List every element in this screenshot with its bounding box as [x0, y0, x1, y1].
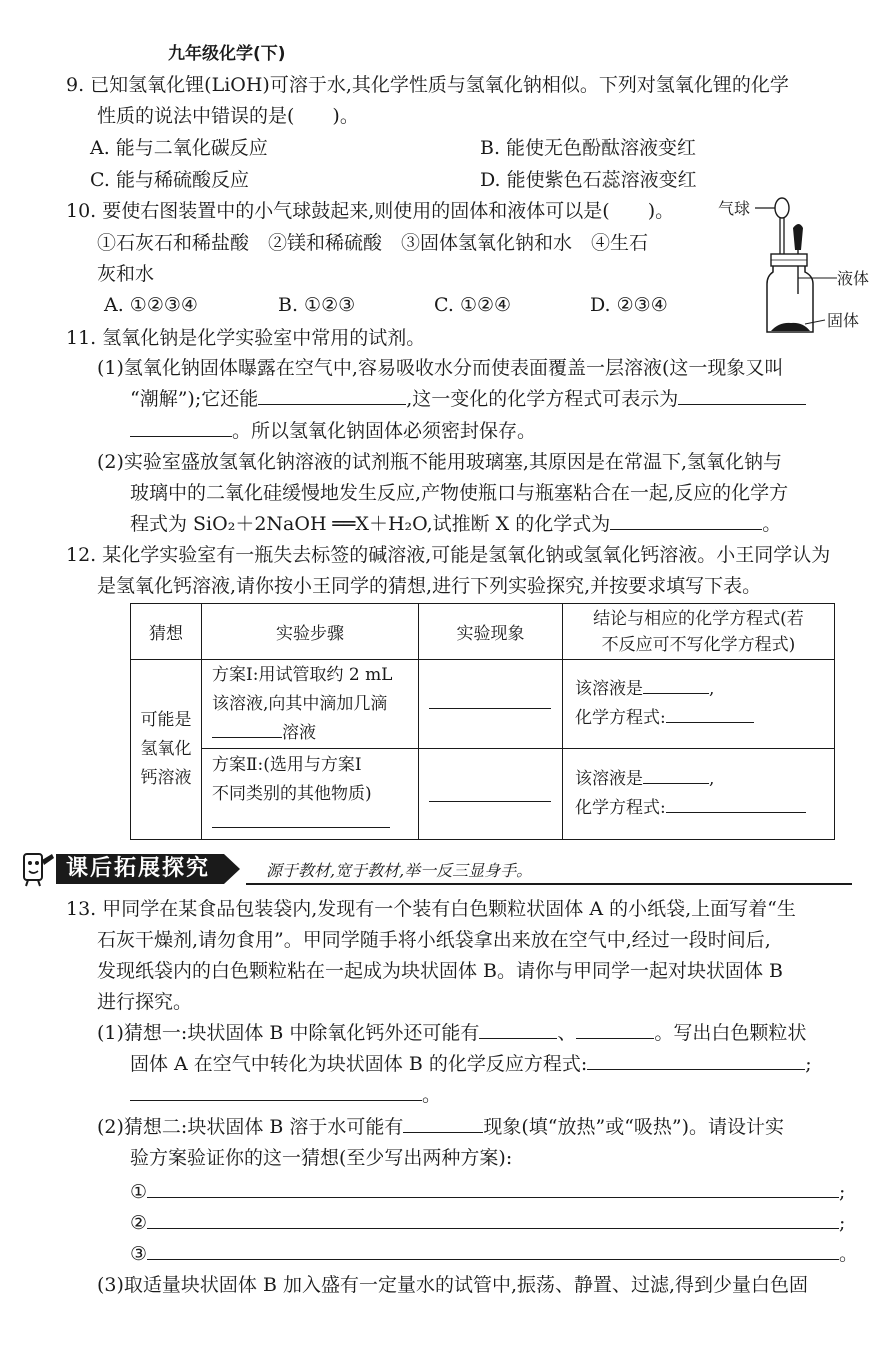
q13-stem-line4: 进行探究。: [97, 991, 193, 1013]
equation1-blank[interactable]: [666, 706, 754, 723]
plan-number-1: ①: [130, 1181, 148, 1203]
table-header-row: [131, 604, 835, 660]
plan-number-3: ③: [130, 1243, 148, 1265]
q11-part1-text-a: “潮解”);它还能: [130, 388, 259, 410]
q13-part2-line1: [97, 1114, 784, 1140]
table-header-guess: 猜想: [131, 604, 202, 660]
q11-stem: 11. 氢氧化钠是化学实验室中常用的试剂。: [66, 327, 426, 349]
experiment-table: [130, 603, 835, 840]
q11-part1-line3: [130, 418, 536, 444]
q13-part1-line1: [97, 1020, 806, 1046]
q13-part1-text-f: 。: [422, 1084, 442, 1106]
q13-answer-blank-4[interactable]: [130, 1082, 422, 1101]
conclusion1-line2: [575, 704, 834, 733]
plan-end-2: ;: [839, 1212, 846, 1234]
plan-end-3: 。: [839, 1243, 859, 1265]
phenomenon1-blank[interactable]: [429, 708, 551, 709]
plan1-line3: [212, 719, 418, 748]
q13-answer-blank-5[interactable]: [403, 1114, 483, 1133]
q13-part2-line2: 验方案验证你的这一猜想(至少写出两种方案):: [130, 1147, 513, 1169]
table-row: [131, 660, 835, 749]
plan-number-2: ②: [130, 1212, 148, 1234]
phenomenon2-cell: [419, 749, 563, 840]
q10-stem-line3: 灰和水: [97, 263, 155, 285]
q10-option-b[interactable]: B. ①②③: [278, 294, 356, 316]
q11-answer-blank-3[interactable]: [130, 418, 232, 437]
conclusion2-line1: [575, 765, 834, 794]
plan2-line1: 方案Ⅱ:(选用与方案Ⅰ: [212, 754, 362, 775]
q11-part2-text-b: 。: [762, 513, 782, 535]
plan2-cell: [202, 749, 419, 840]
equation2-label: 化学方程式:: [575, 798, 666, 818]
plan2-line3: [212, 809, 418, 838]
section-divider: [246, 883, 852, 885]
q13-answer-blank-3[interactable]: [587, 1051, 805, 1070]
plan-end-1: ;: [839, 1181, 846, 1203]
q11-part1-line2: [130, 386, 806, 412]
q13-part3-line1: (3)取适量块状固体 B 加入盛有一定量水的试管中,振荡、静置、过滤,得到少量白色固: [97, 1274, 809, 1296]
q11-answer-blank-4[interactable]: [610, 511, 762, 530]
q13-part1-text-a: (1)猜想一:块状固体 B 中除氧化钙外还可能有: [97, 1022, 480, 1044]
plan1-line2: 该溶液,向其中滴加几滴: [212, 693, 388, 714]
q11-part2-line3: [130, 511, 781, 537]
conclusion1-comma: ,: [709, 679, 715, 699]
section-subtitle: 源于教材,宽于教材,举一反三显身手。: [266, 861, 533, 880]
equation2-blank[interactable]: [666, 796, 806, 813]
q12-stem-line1: 12. 某化学实验室有一瓶失去标签的碱溶液,可能是氢氧化钠或氢氧化钙溶液。小王同学认为: [66, 544, 831, 566]
table-header-conclusion-line1: 结论与相应的化学方程式(若: [593, 608, 804, 629]
page-header: 九年级化学(下): [168, 44, 286, 64]
q9-stem-line1: 9. 已知氢氧化锂(LiOH)可溶于水,其化学性质与氢氧化钠相似。下列对氢氧化锂的化学: [66, 74, 789, 96]
q13-part1-line2: [130, 1051, 812, 1077]
conclusion2-label: 该溶液是: [575, 769, 643, 789]
q13-stem-line2: 石灰干燥剂,请勿食用”。甲同学随手将小纸袋拿出来放在空气中,经过一段时间后,: [97, 929, 771, 951]
plan2-reagent-blank[interactable]: [212, 811, 390, 828]
guess-line2: 氢氧化: [140, 739, 192, 759]
conclusion2-blank[interactable]: [643, 767, 709, 784]
q11-part2-text-a: 程式为 SiO₂＋2NaOH ══X＋H₂O,试推断 X 的化学式为: [130, 513, 611, 535]
balloon-label: 气球: [718, 199, 751, 218]
q13-part2-text-a: (2)猜想二:块状固体 B 溶于水可能有: [97, 1116, 404, 1138]
q13-stem-line1: 13. 甲同学在某食品包装袋内,发现有一个装有白色颗粒状固体 A 的小纸袋,上面写着“生: [66, 898, 796, 920]
table-row: [131, 749, 835, 840]
q10-option-d[interactable]: D. ②③④: [590, 294, 668, 316]
q13-plan-item-2: [130, 1210, 845, 1236]
phenomenon2-blank[interactable]: [429, 801, 551, 802]
apparatus-figure: [715, 194, 875, 344]
table-header-conclusion-line2: 不反应可不写化学方程式): [601, 634, 796, 655]
q11-part2-line1: (2)实验室盛放氢氧化钠溶液的试剂瓶不能用玻璃塞,其原因是在常温下,氢氧化钠与: [97, 451, 782, 473]
q13-part2-text-b: 现象(填“放热”或“吸热”)。请设计实: [483, 1116, 785, 1138]
q10-stem-line2: ①石灰石和稀盐酸 ②镁和稀硫酸 ③固体氢氧化钠和水 ④生石: [97, 232, 649, 254]
pencil-mascot-icon: [16, 850, 56, 888]
q13-answer-blank-1[interactable]: [479, 1020, 557, 1039]
guess-line3: 钙溶液: [140, 768, 192, 788]
q10-stem-line1: 10. 要使右图装置中的小气球鼓起来,则使用的固体和液体可以是( )。: [66, 200, 675, 222]
plan1-reagent-blank[interactable]: [212, 721, 282, 738]
q13-part1-text-b: 、: [557, 1022, 577, 1044]
section-title: 课后拓展探究: [56, 854, 224, 884]
q9-option-d[interactable]: D. 能使紫色石蕊溶液变红: [480, 169, 697, 191]
conclusion2-comma: ,: [709, 769, 715, 789]
q13-plan-item-3: [130, 1241, 858, 1267]
conclusion1-line1: [575, 675, 834, 704]
conclusion1-cell: [563, 660, 835, 749]
q13-answer-blank-2[interactable]: [576, 1020, 654, 1039]
table-header-conclusion: [563, 604, 835, 660]
conclusion1-blank[interactable]: [643, 677, 709, 694]
q10-option-c[interactable]: C. ①②④: [434, 294, 512, 316]
q13-part1-line3: [130, 1082, 441, 1108]
q13-plan-blank-1[interactable]: [147, 1179, 839, 1198]
plan1-cell: [202, 660, 419, 749]
solid-label: 固体: [827, 311, 860, 330]
q13-part1-text-d: 固体 A 在空气中转化为块状固体 B 的化学反应方程式:: [130, 1053, 588, 1075]
phenomenon1-cell: [419, 660, 563, 749]
q11-part1-line1: (1)氢氧化钠固体曝露在空气中,容易吸收水分而使表面覆盖一层溶液(这一现象又叫: [97, 357, 784, 379]
conclusion2-line2: [575, 794, 834, 823]
q10-option-a[interactable]: A. ①②③④: [104, 294, 198, 316]
q9-option-a[interactable]: A. 能与二氧化碳反应: [90, 137, 268, 159]
equation1-label: 化学方程式:: [575, 708, 666, 728]
guess-line1: 可能是: [140, 710, 192, 730]
plan1-line3-text: 溶液: [282, 722, 316, 743]
q11-answer-blank-1[interactable]: [258, 386, 406, 405]
table-header-phenomenon: 实验现象: [419, 604, 563, 660]
q12-stem-line2: 是氢氧化钙溶液,请你按小王同学的猜想,进行下列实验探究,并按要求填写下表。: [97, 575, 762, 597]
q11-part1-text-c: 。所以氢氧化钠固体必须密封保存。: [232, 420, 537, 442]
q13-stem-line3: 发现纸袋内的白色颗粒粘在一起成为块状固体 B。请你与甲同学一起对块状固体 B: [97, 960, 784, 982]
plan2-line2: 不同类别的其他物质): [212, 783, 372, 804]
liquid-label: 液体: [837, 269, 870, 288]
q13-part1-text-e: ;: [805, 1053, 812, 1075]
q9-option-b[interactable]: B. 能使无色酚酞溶液变红: [480, 137, 697, 159]
q9-stem-line2: 性质的说法中错误的是( )。: [97, 105, 359, 127]
q13-plan-blank-3[interactable]: [147, 1241, 839, 1260]
conclusion1-label: 该溶液是: [575, 679, 643, 699]
q13-plan-item-1: [130, 1179, 845, 1205]
plan1-line1: 方案Ⅰ:用试管取约 2 mL: [212, 664, 393, 685]
guess-cell: [131, 660, 202, 840]
q11-part2-line2: 玻璃中的二氧化硅缓慢地发生反应,产物使瓶口与瓶塞粘合在一起,反应的化学方: [130, 482, 789, 504]
table-header-steps: 实验步骤: [202, 604, 419, 660]
q13-plan-blank-2[interactable]: [147, 1210, 839, 1229]
q13-part1-text-c: 。写出白色颗粒状: [654, 1022, 807, 1044]
q11-answer-blank-2[interactable]: [678, 386, 806, 405]
section-banner: [16, 850, 866, 888]
q11-part1-text-b: ,这一变化的化学方程式可表示为: [406, 388, 679, 410]
q9-option-c[interactable]: C. 能与稀硫酸反应: [90, 169, 249, 191]
conclusion2-cell: [563, 749, 835, 840]
